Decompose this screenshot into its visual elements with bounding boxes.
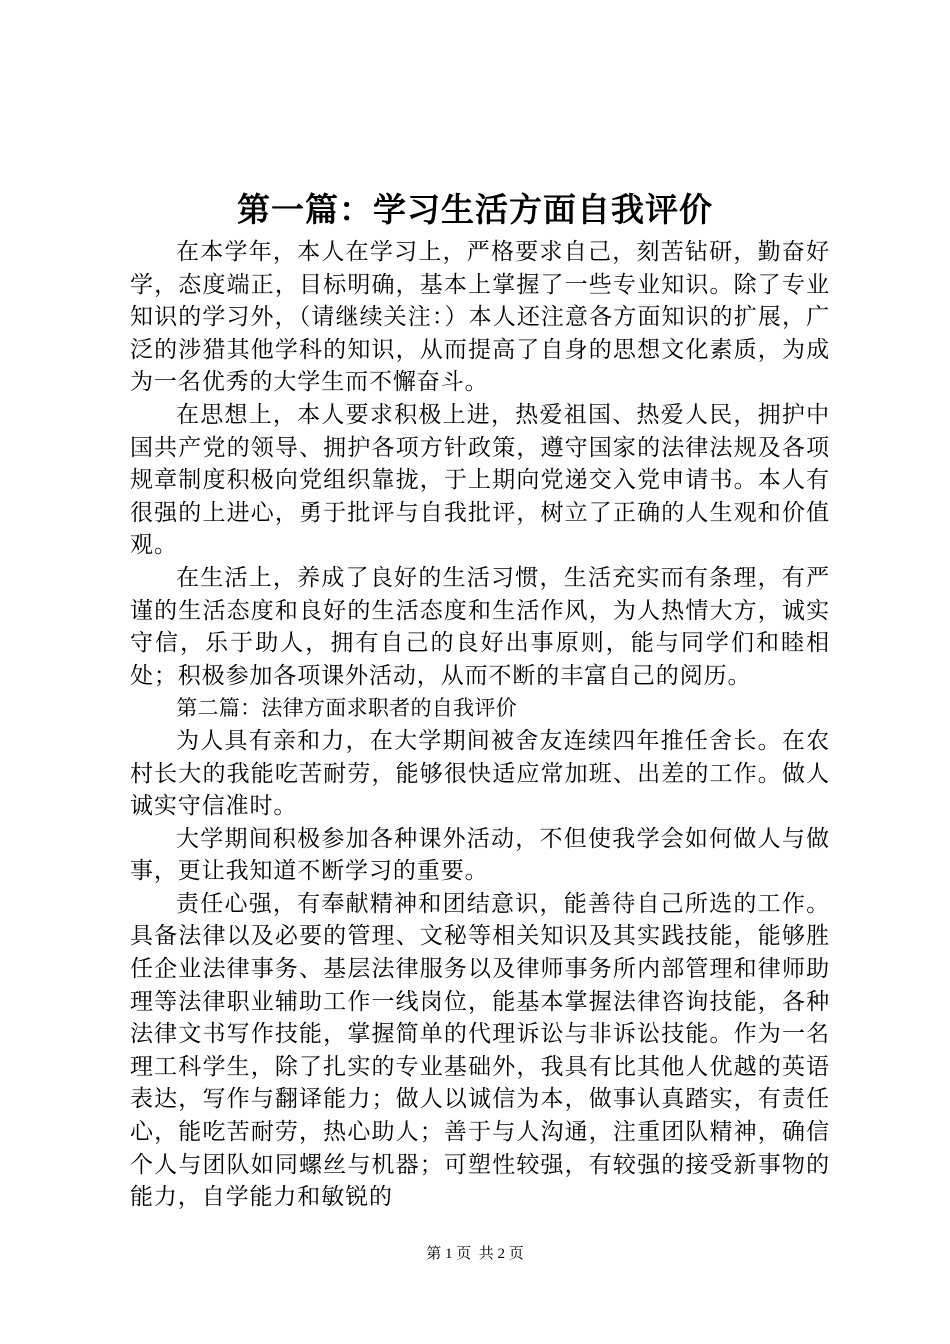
document-title: 第一篇：学习生活方面自我评价 (237, 190, 713, 229)
page-number: 第 1 页 共 2 页 (426, 1246, 524, 1262)
paragraph-personality: 为人具有亲和力，在大学期间被舍友连续四年推任舍长。在农村长大的我能吃苦耐劳，能够很快适应常加班、出差的工作。做人诚实守信准时。 (130, 727, 830, 820)
paragraph-thought: 在思想上，本人要求积极上进，热爱祖国、热爱人民，拥护中国共产党的领导、拥护各项方针政策，遵守国家的法律法规及各项规章制度积极向党组织靠拢，于上期向党递交入党申请书。本人有很强的上进心，勇于批评与自我批评，树立了正确的人生观和价值观。 (130, 401, 830, 559)
paragraph-life: 在生活上，养成了良好的生活习惯，生活充实而有条理，有严谨的生活态度和良好的生活态度和生活作风，为人热情大方，诚实守信，乐于助人，拥有自己的良好出事原则，能与同学们和睦相处；积极参加各项课外活动，从而不断的丰富自己的阅历。 (130, 564, 830, 689)
paragraph-study: 在本学年，本人在学习上，严格要求自己，刻苦钻研，勤奋好学，态度端正，目标明确，基本上掌握了一些专业知识。除了专业知识的学习外，（请继续关注：）本人还注意各方面知识的扩展，广泛的涉猎其他学科的知识，从而提高了自身的思想文化素质，为成为一名优秀的大学生而不懈奋斗。 (130, 239, 830, 396)
paragraph-activities: 大学期间积极参加各种课外活动，不但使我学会如何做人与做事，更让我知道不断学习的重要。 (130, 825, 830, 885)
paragraph-skills: 责任心强，有奉献精神和团结意识，能善待自己所选的工作。具备法律以及必要的管理、文秘等相关知识及其实践技能，能够胜任企业法律事务、基层法律服务以及律师事务所内部管理和律师助理等法律职业辅助工作一线岗位，能基本掌握法律咨询技能，各种法律文书写作技能，掌握简单的代理诉讼与非诉讼技能。作为一名理工科学生，除了扎实的专业基础外，我具有比其他人优越的英语表达，写作与翻译能力；做人以诚信为本，做事认真踏实，有责任心，能吃苦耐劳，热心助人；善于与人沟通，注重团队精神，确信个人与团队如同螺丝与机器；可塑性较强，有较强的接受新事物的能力，自学能力和敏锐的 (130, 890, 830, 1211)
document-body (130, 236, 830, 1214)
page-footer (0, 1244, 950, 1264)
section-heading: 第二篇：法律方面求职者的自我评价 (176, 696, 517, 721)
